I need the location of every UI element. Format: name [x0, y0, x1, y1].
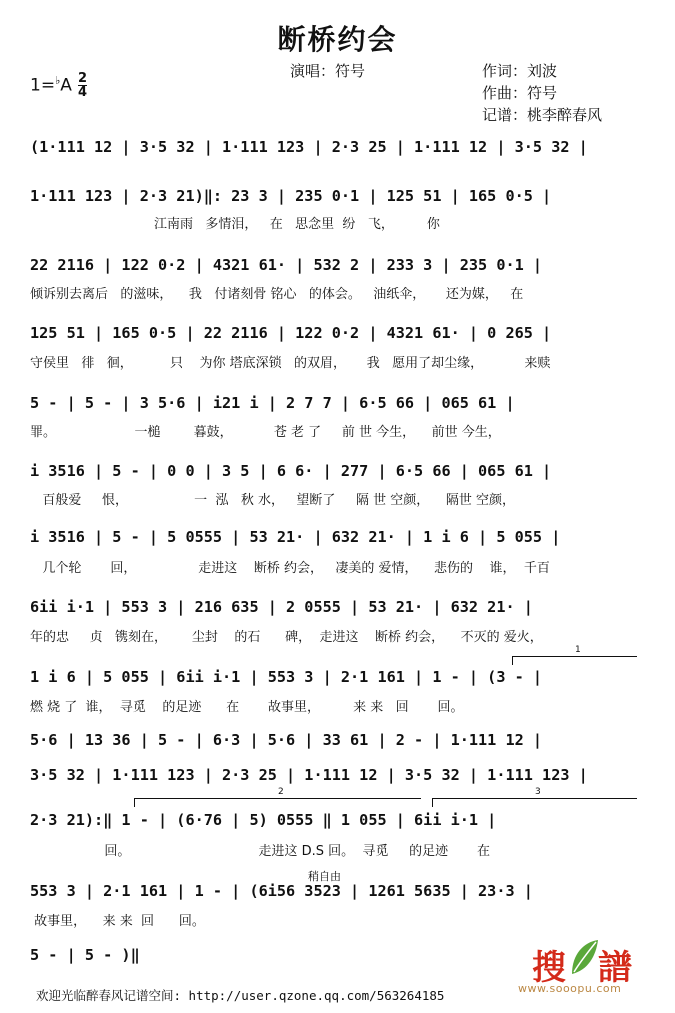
time-signature — [78, 72, 87, 99]
composer-credit: 作曲：符号 — [482, 84, 558, 102]
key-prefix: 1= — [30, 75, 56, 96]
score-line-9-notes: 1 i 6 | 5 055 | 6ii i·1 | 553 3 | 2·1 161 | 1 - | (3 - | — [30, 668, 543, 686]
lyricist-credit: 作词：刘波 — [482, 62, 558, 80]
transcriber-credit: 记谱：桃李醉春风 — [482, 106, 603, 124]
sooopu-logo — [518, 934, 648, 994]
score-line-9-lyrics: 燃 烧 了 谁， 寻觅 的足迹 在 故事里， 来 来 回 回。 — [30, 700, 464, 715]
logo-url: www.sooopu.com — [518, 982, 622, 995]
score-line-13-lyrics: 故事里， 来 来 回 回。 — [30, 914, 205, 929]
time-top: 2 — [78, 71, 88, 86]
second-ending-number: 2 — [278, 787, 284, 797]
score-line-13-notes: 553 3 | 2·1 161 | 1 - | (6i56 3523 | 1261 5635 | 23·3 | — [30, 882, 533, 900]
score-line-2-lyrics: 江南雨 多情泪， 在 思念里 纷 飞， 你 — [30, 217, 440, 232]
time-bottom: 4 — [78, 85, 88, 100]
tempo-marking: 稍自由 — [308, 870, 341, 883]
score-line-7-lyrics: 几个轮 回， 走进这 断桥 约会， 凄美的 爱情， 悲伤的 谁， 千百 — [30, 561, 550, 576]
flat-sign: ♭ — [55, 74, 61, 87]
score-line-5-lyrics: 罪。 一槌 暮鼓， 苍 老 了 前 世 今生， 前世 今生， — [30, 425, 501, 440]
score-line-2-notes: 1·111 123 | 2·3 21)‖: 23 3 | 235 0·1 | 125 51 | 165 0·5 | — [30, 187, 552, 205]
footer-text: 欢迎光临醉春风记谱空间: http://user.qzone.qq.com/563264185 — [36, 988, 445, 1003]
logo-char-left: 搜 — [532, 948, 566, 988]
key-note: A — [60, 75, 72, 96]
score-line-12-notes: 2·3 21):‖ 1 - | (6·76 | 5) 0555 ‖ 1 055 | 6ii i·1 | — [30, 811, 497, 829]
score-line-11-notes: 3·5 32 | 1·111 123 | 2·3 25 | 1·111 12 | 3·5 32 | 1·111 123 | — [30, 766, 588, 784]
singer-credit: 演唱：符号 — [290, 62, 366, 80]
third-ending-bracket — [432, 787, 637, 807]
score-line-10-notes: 5·6 | 13 36 | 5 - | 6·3 | 5·6 | 33 61 | 2 - | 1·111 12 | — [30, 731, 543, 749]
score-line-5-notes: 5 - | 5 - | 3 5·6 | i21 i | 2 7 7 | 6·5 66 | 065 61 | — [30, 394, 515, 412]
score-line-3-lyrics: 倾诉别去离后 的滋味， 我 付诸刻骨 铭心 的体会。 油纸伞， 还为媒， 在 — [30, 287, 524, 302]
logo-char-right: 譜 — [598, 948, 632, 988]
score-line-3-notes: 22 2116 | 122 0·2 | 4321 61· | 532 2 | 233 3 | 235 0·1 | — [30, 256, 543, 274]
third-ending-number: 3 — [535, 787, 541, 797]
score-line-12-lyrics: 回。 走进这 D.S 回。 寻觅 的足迹 在 — [30, 844, 490, 859]
score-line-6-lyrics: 百般爱 恨， 一 泓 秋 水， 望断了 隔 世 空颜， 隔世 空颜， — [30, 493, 515, 508]
page-title: 断桥约会 — [277, 23, 398, 56]
score-line-8-lyrics: 年的忠 贞 镌刻在， 尘封 的石 碑， 走进这 断桥 约会， 不灭的 爱火， — [30, 630, 543, 645]
score-line-6-notes: i 3516 | 5 - | 0 0 | 3 5 | 6 6· | 277 | 6·5 66 | 065 61 | — [30, 462, 552, 480]
score-line-4-lyrics: 守侯里 徘 徊， 只 为你 塔底深锁 的双眉， 我 愿用了却尘缘， 来赎 — [30, 356, 551, 371]
score-line-1-notes: (1·111 12 | 3·5 32 | 1·111 123 | 2·3 25 | 1·111 12 | 3·5 32 | — [30, 138, 588, 156]
second-ending-bracket — [134, 787, 421, 807]
leaf-icon — [568, 938, 600, 978]
score-line-4-notes: 125 51 | 165 0·5 | 22 2116 | 122 0·2 | 4321 61· | 0 265 | — [30, 324, 552, 342]
score-line-7-notes: i 3516 | 5 - | 5 0555 | 53 21· | 632 21· | 1 i 6 | 5 055 | — [30, 528, 561, 546]
first-ending-bracket — [512, 645, 637, 665]
score-line-14-notes: 5 - | 5 - )‖ — [30, 946, 140, 964]
first-ending-number: 1 — [575, 645, 581, 655]
key-signature — [30, 74, 72, 96]
score-line-8-notes: 6ii i·1 | 553 3 | 216 635 | 2 0555 | 53 21· | 632 21· | — [30, 598, 533, 616]
